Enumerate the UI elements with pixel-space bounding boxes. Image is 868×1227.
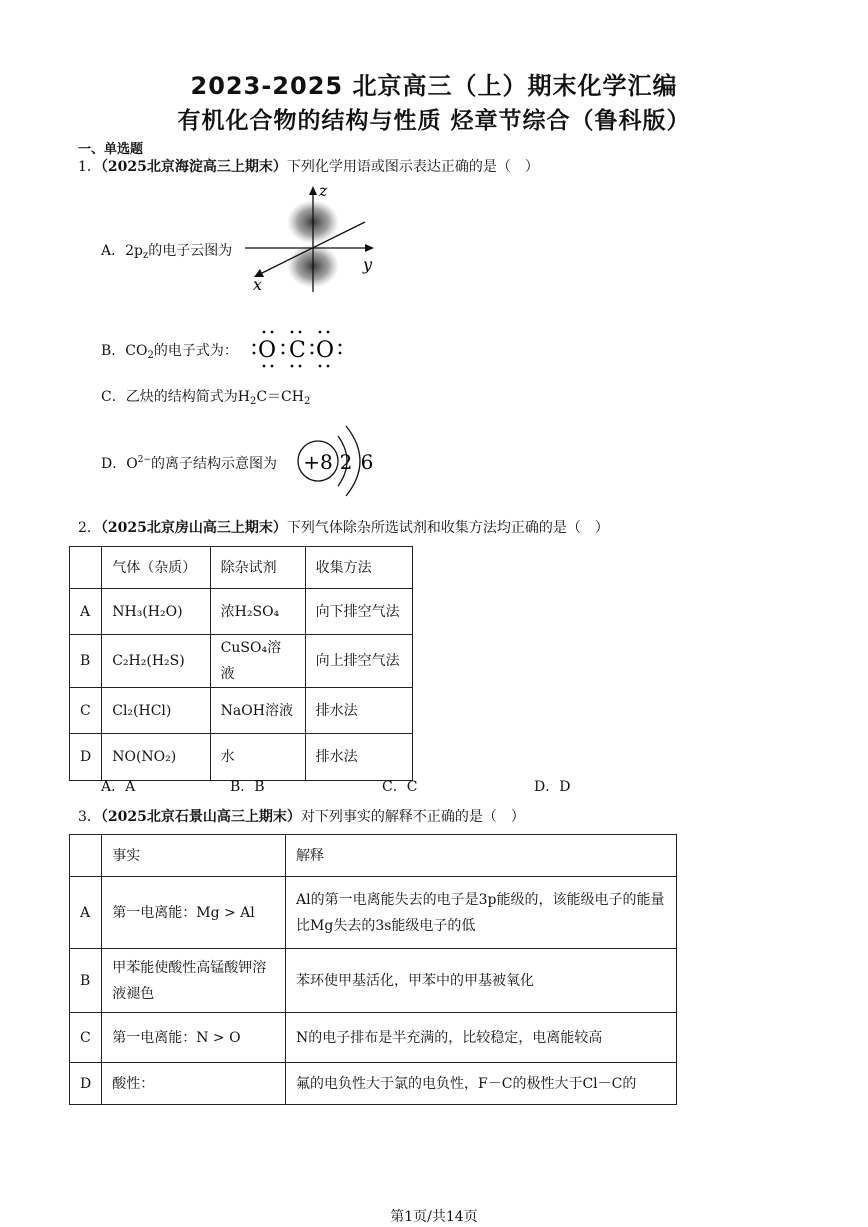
q2-choice-d: D．D bbox=[534, 779, 571, 795]
table-header-row bbox=[70, 547, 413, 589]
gas-cell: NO(NO₂) bbox=[102, 734, 210, 781]
document-title-line2: 有机化合物的结构与性质 烃章节综合（鲁科版） bbox=[177, 108, 691, 134]
question-source: （2025北京房山高三上期末） bbox=[100, 520, 287, 536]
carbon-center: C bbox=[289, 338, 306, 363]
x-axis-label: x bbox=[253, 275, 263, 294]
explain-cell: 苯环使甲基活化，甲苯中的甲基被氧化 bbox=[286, 949, 677, 1013]
q1-option-a bbox=[101, 240, 232, 261]
option-letter: B． bbox=[101, 343, 126, 359]
row-label: C bbox=[70, 688, 102, 734]
option-text: 乙炔的结构简式为H bbox=[125, 389, 250, 405]
method-cell: 向上排空气法 bbox=[305, 635, 412, 688]
question-source: （2025北京石景山高三上期末） bbox=[100, 809, 301, 825]
question-number: 1． bbox=[78, 159, 101, 175]
table-row bbox=[70, 635, 413, 688]
nucleus-charge: +8 bbox=[303, 450, 333, 474]
option-letter: D． bbox=[101, 456, 127, 472]
question-2-stem bbox=[78, 517, 609, 537]
header-cell: 事实 bbox=[102, 835, 286, 877]
ion-charge: 2− bbox=[137, 455, 151, 465]
header-cell bbox=[70, 547, 102, 589]
q2-table bbox=[69, 546, 413, 781]
reagent-cell: 浓H₂SO₄ bbox=[210, 589, 305, 635]
formula-text: CO bbox=[125, 343, 148, 359]
method-cell: 排水法 bbox=[305, 688, 412, 734]
reagent-cell: NaOH溶液 bbox=[210, 688, 305, 734]
row-label: A bbox=[70, 877, 102, 949]
header-cell: 收集方法 bbox=[305, 547, 412, 589]
question-source: （2025北京海淀高三上期末） bbox=[100, 159, 287, 175]
question-number: 2． bbox=[78, 520, 101, 536]
formula-subscript: 2 bbox=[147, 350, 154, 361]
lewis-structure bbox=[252, 328, 344, 370]
method-cell: 向下排空气法 bbox=[305, 589, 412, 635]
formula-subscript: 2 bbox=[249, 396, 257, 407]
y-arrow bbox=[365, 244, 374, 252]
question-text: 下列气体除杂所选试剂和收集方法均正确的是（ ） bbox=[286, 520, 609, 536]
question-text: 对下列事实的解释不正确的是（ ） bbox=[300, 809, 525, 825]
row-label: B bbox=[70, 635, 102, 688]
option-letter: C． bbox=[101, 389, 126, 405]
method-cell: 排水法 bbox=[305, 734, 412, 781]
row-label: D bbox=[70, 1063, 102, 1105]
table-row bbox=[70, 688, 413, 734]
header-cell: 解释 bbox=[286, 835, 677, 877]
z-arrow bbox=[309, 186, 317, 195]
fact-cell: 第一电离能：N > O bbox=[102, 1013, 286, 1063]
row-label: B bbox=[70, 949, 102, 1013]
option-letter: A． bbox=[101, 243, 126, 259]
shell-2-electrons: 6 bbox=[360, 450, 374, 474]
table-row bbox=[70, 1063, 677, 1105]
option-text: 的电子式为： bbox=[153, 343, 238, 359]
row-label: A bbox=[70, 589, 102, 635]
header-cell: 除杂试剂 bbox=[210, 547, 305, 589]
ion-symbol: O bbox=[126, 456, 138, 472]
q2-choice-b: B．B bbox=[230, 779, 265, 795]
option-text: 的离子结构示意图为 bbox=[151, 456, 277, 472]
gas-cell: Cl₂(HCl) bbox=[102, 688, 210, 734]
fact-cell: 第一电离能：Mg > Al bbox=[102, 877, 286, 949]
explain-cell: N的电子排布是半充满的，比较稳定，电离能较高 bbox=[286, 1013, 677, 1063]
question-number: 3． bbox=[78, 809, 101, 825]
y-axis-label: y bbox=[363, 255, 373, 274]
page-number: 第1页/共14页 bbox=[390, 1209, 478, 1225]
row-label: C bbox=[70, 1013, 102, 1063]
document-title-line1: 2023-2025 北京高三（上）期末化学汇编 bbox=[190, 72, 678, 100]
q1-option-c bbox=[101, 386, 310, 407]
formula-subscript: 2 bbox=[303, 396, 311, 407]
table-row bbox=[70, 877, 677, 949]
orbital-label: 2p bbox=[125, 243, 143, 259]
header-cell bbox=[70, 835, 102, 877]
shell-1-electrons: 2 bbox=[339, 450, 353, 474]
z-axis-label: z bbox=[319, 182, 328, 200]
explain-cell: Al的第一电离能失去的电子是3p能级的，该能级电子的能量比Mg失去的3s能级电子的低 bbox=[286, 877, 677, 949]
q1-option-d bbox=[101, 453, 277, 473]
table-row bbox=[70, 589, 413, 635]
formula-text: C＝CH bbox=[256, 389, 304, 405]
orbital-subscript: z bbox=[143, 250, 149, 261]
table-row bbox=[70, 734, 413, 781]
explain-cell: 氟的电负性大于氯的电负性，F－C的极性大于Cl－C的 bbox=[286, 1063, 677, 1105]
fact-cell: 酸性： bbox=[102, 1063, 286, 1105]
reagent-cell: CuSO₄溶液 bbox=[210, 635, 305, 688]
q1-option-b bbox=[101, 340, 238, 361]
gas-cell: C₂H₂(H₂S) bbox=[102, 635, 210, 688]
header-cell: 气体（杂质） bbox=[102, 547, 210, 589]
table-row bbox=[70, 949, 677, 1013]
table-row bbox=[70, 1013, 677, 1063]
oxygen-left: O bbox=[258, 338, 277, 363]
section-heading: 一、单选题 bbox=[78, 142, 144, 157]
option-text: 的电子云图为 bbox=[148, 243, 233, 259]
question-text: 下列化学用语或图示表达正确的是（ ） bbox=[286, 159, 539, 175]
reagent-cell: 水 bbox=[210, 734, 305, 781]
row-label: D bbox=[70, 734, 102, 781]
question-1-stem bbox=[78, 156, 539, 176]
table-header-row bbox=[70, 835, 677, 877]
gas-cell: NH₃(H₂O) bbox=[102, 589, 210, 635]
oxygen-right: O bbox=[316, 338, 335, 363]
q2-choice-a: A．A bbox=[101, 779, 136, 795]
q2-choice-c: C．C bbox=[382, 779, 418, 795]
fact-cell: 甲苯能使酸性高锰酸钾溶液褪色 bbox=[102, 949, 286, 1013]
orbital-electron-cloud-diagram bbox=[240, 182, 390, 294]
q3-table bbox=[69, 834, 677, 1105]
question-3-stem bbox=[78, 806, 525, 826]
ion-structure-diagram bbox=[294, 418, 380, 504]
